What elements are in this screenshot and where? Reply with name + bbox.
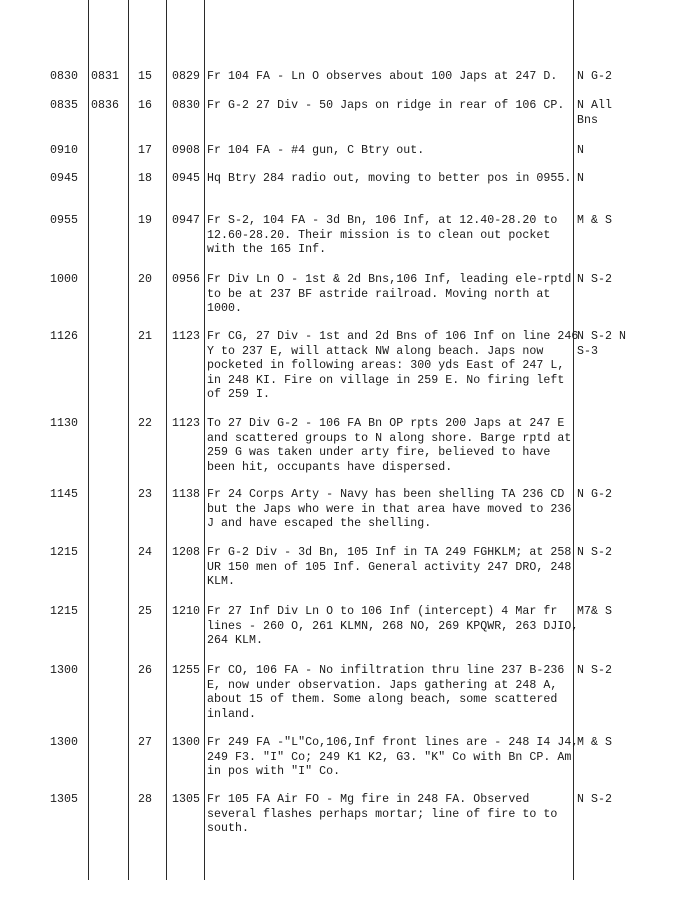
time-in: 1130 bbox=[50, 417, 79, 430]
time-sent: 0956 bbox=[172, 273, 201, 286]
time-sent: 1208 bbox=[172, 546, 201, 559]
serial-number: 16 bbox=[138, 99, 153, 112]
column-rule bbox=[204, 0, 205, 880]
action-taken: N bbox=[577, 144, 585, 157]
time-in: 1126 bbox=[50, 330, 79, 343]
serial-number: 27 bbox=[138, 736, 153, 749]
action-taken: N S-2 bbox=[577, 664, 613, 677]
time-sent: 0908 bbox=[172, 144, 201, 157]
time-sent: 0947 bbox=[172, 214, 201, 227]
action-taken: M & S bbox=[577, 214, 613, 227]
time-sent: 0945 bbox=[172, 172, 201, 185]
serial-number: 22 bbox=[138, 417, 153, 430]
column-rule bbox=[128, 0, 129, 880]
time-sent: 1210 bbox=[172, 605, 201, 618]
message-text: Fr 104 FA - Ln O observes about 100 Japs at 247 D. bbox=[207, 70, 558, 83]
serial-number: 23 bbox=[138, 488, 153, 501]
time-sent: 0829 bbox=[172, 70, 201, 83]
serial-number: 25 bbox=[138, 605, 153, 618]
serial-number: 18 bbox=[138, 172, 153, 185]
serial-number: 26 bbox=[138, 664, 153, 677]
action-taken: N S-2 bbox=[577, 793, 613, 806]
action-taken: N G-2 bbox=[577, 70, 613, 83]
serial-number: 24 bbox=[138, 546, 153, 559]
time-sent: 1305 bbox=[172, 793, 201, 806]
message-text: Fr 104 FA - #4 gun, C Btry out. bbox=[207, 144, 425, 157]
message-text: Fr 24 Corps Arty - Navy has been shelling TA 236 CD but the Japs who were in that area have moved to 236 J and have escaped the shelling. bbox=[207, 488, 572, 531]
time-in: 1215 bbox=[50, 546, 79, 559]
action-taken: N S-2 N S-3 bbox=[577, 330, 627, 358]
message-text: Fr S-2, 104 FA - 3d Bn, 106 Inf, at 12.40-28.20 to 12.60-28.20. Their mission is to clean out pocket with the 165 Inf. bbox=[207, 214, 558, 257]
message-text: Hq Btry 284 radio out, moving to better pos in 0955. bbox=[207, 172, 572, 185]
time-in: 1000 bbox=[50, 273, 79, 286]
action-taken: N G-2 bbox=[577, 488, 613, 501]
action-taken: N bbox=[577, 172, 585, 185]
time-in: 0910 bbox=[50, 144, 79, 157]
time-sent: 1255 bbox=[172, 664, 201, 677]
message-text: Fr G-2 Div - 3d Bn, 105 Inf in TA 249 FGHKLM; at 258 UR 150 men of 105 Inf. General activity 247 DRO, 248 KLM. bbox=[207, 546, 572, 589]
time-received: 0836 bbox=[91, 99, 120, 112]
message-text: Fr CG, 27 Div - 1st and 2d Bns of 106 Inf on line 246 Y to 237 E, will attack NW along beach. Japs now pocketed in following areas: 300 yds East of 247 L, in 248 KI. Fire on village in 259 E. No firing left of 259 I. bbox=[207, 330, 579, 402]
time-in: 0830 bbox=[50, 70, 79, 83]
time-in: 0835 bbox=[50, 99, 79, 112]
message-text: To 27 Div G-2 - 106 FA Bn OP rpts 200 Japs at 247 E and scattered groups to N along shore. Barge rptd at 259 G was taken under arty fire, believed to have been hit, occupants have dispersed. bbox=[207, 417, 572, 474]
serial-number: 28 bbox=[138, 793, 153, 806]
column-rule bbox=[88, 0, 89, 880]
serial-number: 20 bbox=[138, 273, 153, 286]
time-sent: 1300 bbox=[172, 736, 201, 749]
time-sent: 1138 bbox=[172, 488, 201, 501]
time-in: 1305 bbox=[50, 793, 79, 806]
message-text: Fr Div Ln O - 1st & 2d Bns,106 Inf, leading ele-rptd to be at 237 BF astride railroad. Moving north at 1000. bbox=[207, 273, 572, 316]
time-received: 0831 bbox=[91, 70, 120, 83]
action-taken: N S-2 bbox=[577, 273, 613, 286]
time-in: 1300 bbox=[50, 664, 79, 677]
serial-number: 17 bbox=[138, 144, 153, 157]
action-taken: M7& S bbox=[577, 605, 613, 618]
time-in: 1145 bbox=[50, 488, 79, 501]
serial-number: 15 bbox=[138, 70, 153, 83]
action-taken: N All Bns bbox=[577, 99, 613, 127]
time-in: 0945 bbox=[50, 172, 79, 185]
time-sent: 1123 bbox=[172, 417, 201, 430]
time-in: 1300 bbox=[50, 736, 79, 749]
message-text: Fr CO, 106 FA - No infiltration thru line 237 B-236 E, now under observation. Japs gathering at 248 A, about 15 of them. Some along beach, some scattered inland. bbox=[207, 664, 565, 721]
column-rule bbox=[166, 0, 167, 880]
message-text: Fr 249 FA -"L"Co,106,Inf front lines are - 248 I4 J4, 249 F3. "I" Co; 249 K1 K2, G3. "K" Co with Bn CP. Am in pos with "I" Co. bbox=[207, 736, 579, 779]
serial-number: 19 bbox=[138, 214, 153, 227]
action-taken: N S-2 bbox=[577, 546, 613, 559]
time-in: 0955 bbox=[50, 214, 79, 227]
message-text: Fr G-2 27 Div - 50 Japs on ridge in rear of 106 CP. bbox=[207, 99, 565, 112]
time-in: 1215 bbox=[50, 605, 79, 618]
message-text: Fr 27 Inf Div Ln O to 106 Inf (intercept) 4 Mar fr lines - 260 O, 261 KLMN, 268 NO, 269 KPQWR, 263 DJIO, 264 KLM. bbox=[207, 605, 579, 648]
message-text: Fr 105 FA Air FO - Mg fire in 248 FA. Observed several flashes perhaps mortar; line of fire to to south. bbox=[207, 793, 558, 836]
time-sent: 0830 bbox=[172, 99, 201, 112]
time-sent: 1123 bbox=[172, 330, 201, 343]
serial-number: 21 bbox=[138, 330, 153, 343]
action-taken: M & S bbox=[577, 736, 613, 749]
